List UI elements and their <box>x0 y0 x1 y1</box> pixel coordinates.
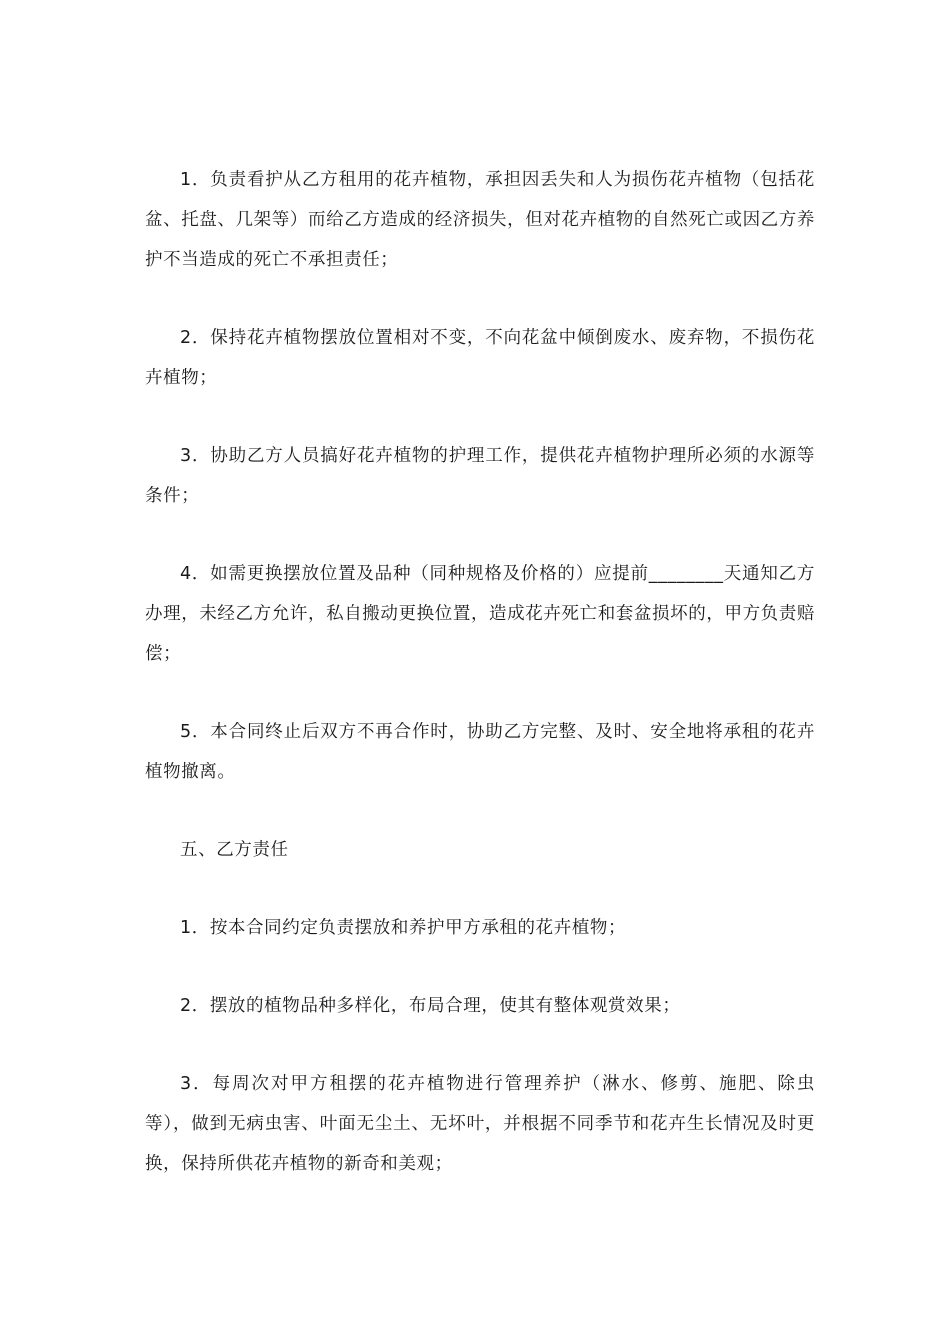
clause-paragraph: 1．按本合同约定负责摆放和养护甲方承租的花卉植物； <box>180 918 627 938</box>
clause-paragraph: 2．摆放的植物品种多样化，布局合理，使其有整体观赏效果； <box>180 996 681 1016</box>
clause-paragraph: 5．本合同终止后双方不再合作时，协助乙方完整、及时、安全地将承租的花卉植物撤离。 <box>145 722 815 782</box>
clause-paragraph: 3．协助乙方人员搞好花卉植物的护理工作，提供花卉植物护理所必须的水源等条件； <box>145 446 815 506</box>
clause-paragraph: 4．如需更换摆放位置及品种（同种规格及价格的）应提前________天通知乙方办理，未经乙方允许，私自搬动更换位置，造成花卉死亡和套盆损坏的，甲方负责赔偿； <box>145 564 815 664</box>
document-body <box>145 160 815 1222</box>
clause-paragraph: 2．保持花卉植物摆放位置相对不变，不向花盆中倾倒废水、废弃物，不损伤花卉植物； <box>145 328 815 388</box>
clause-paragraph: 3．每周次对甲方租摆的花卉植物进行管理养护（淋水、修剪、施肥、除虫等），做到无病虫害、叶面无尘土、无坏叶，并根据不同季节和花卉生长情况及时更换，保持所供花卉植物的新奇和美观； <box>145 1074 815 1174</box>
section-heading: 五、乙方责任 <box>180 840 289 860</box>
clause-paragraph: 1．负责看护从乙方租用的花卉植物，承担因丢失和人为损伤花卉植物（包括花盆、托盘、几架等）而给乙方造成的经济损失，但对花卉植物的自然死亡或因乙方养护不当造成的死亡不承担责任； <box>145 170 815 270</box>
